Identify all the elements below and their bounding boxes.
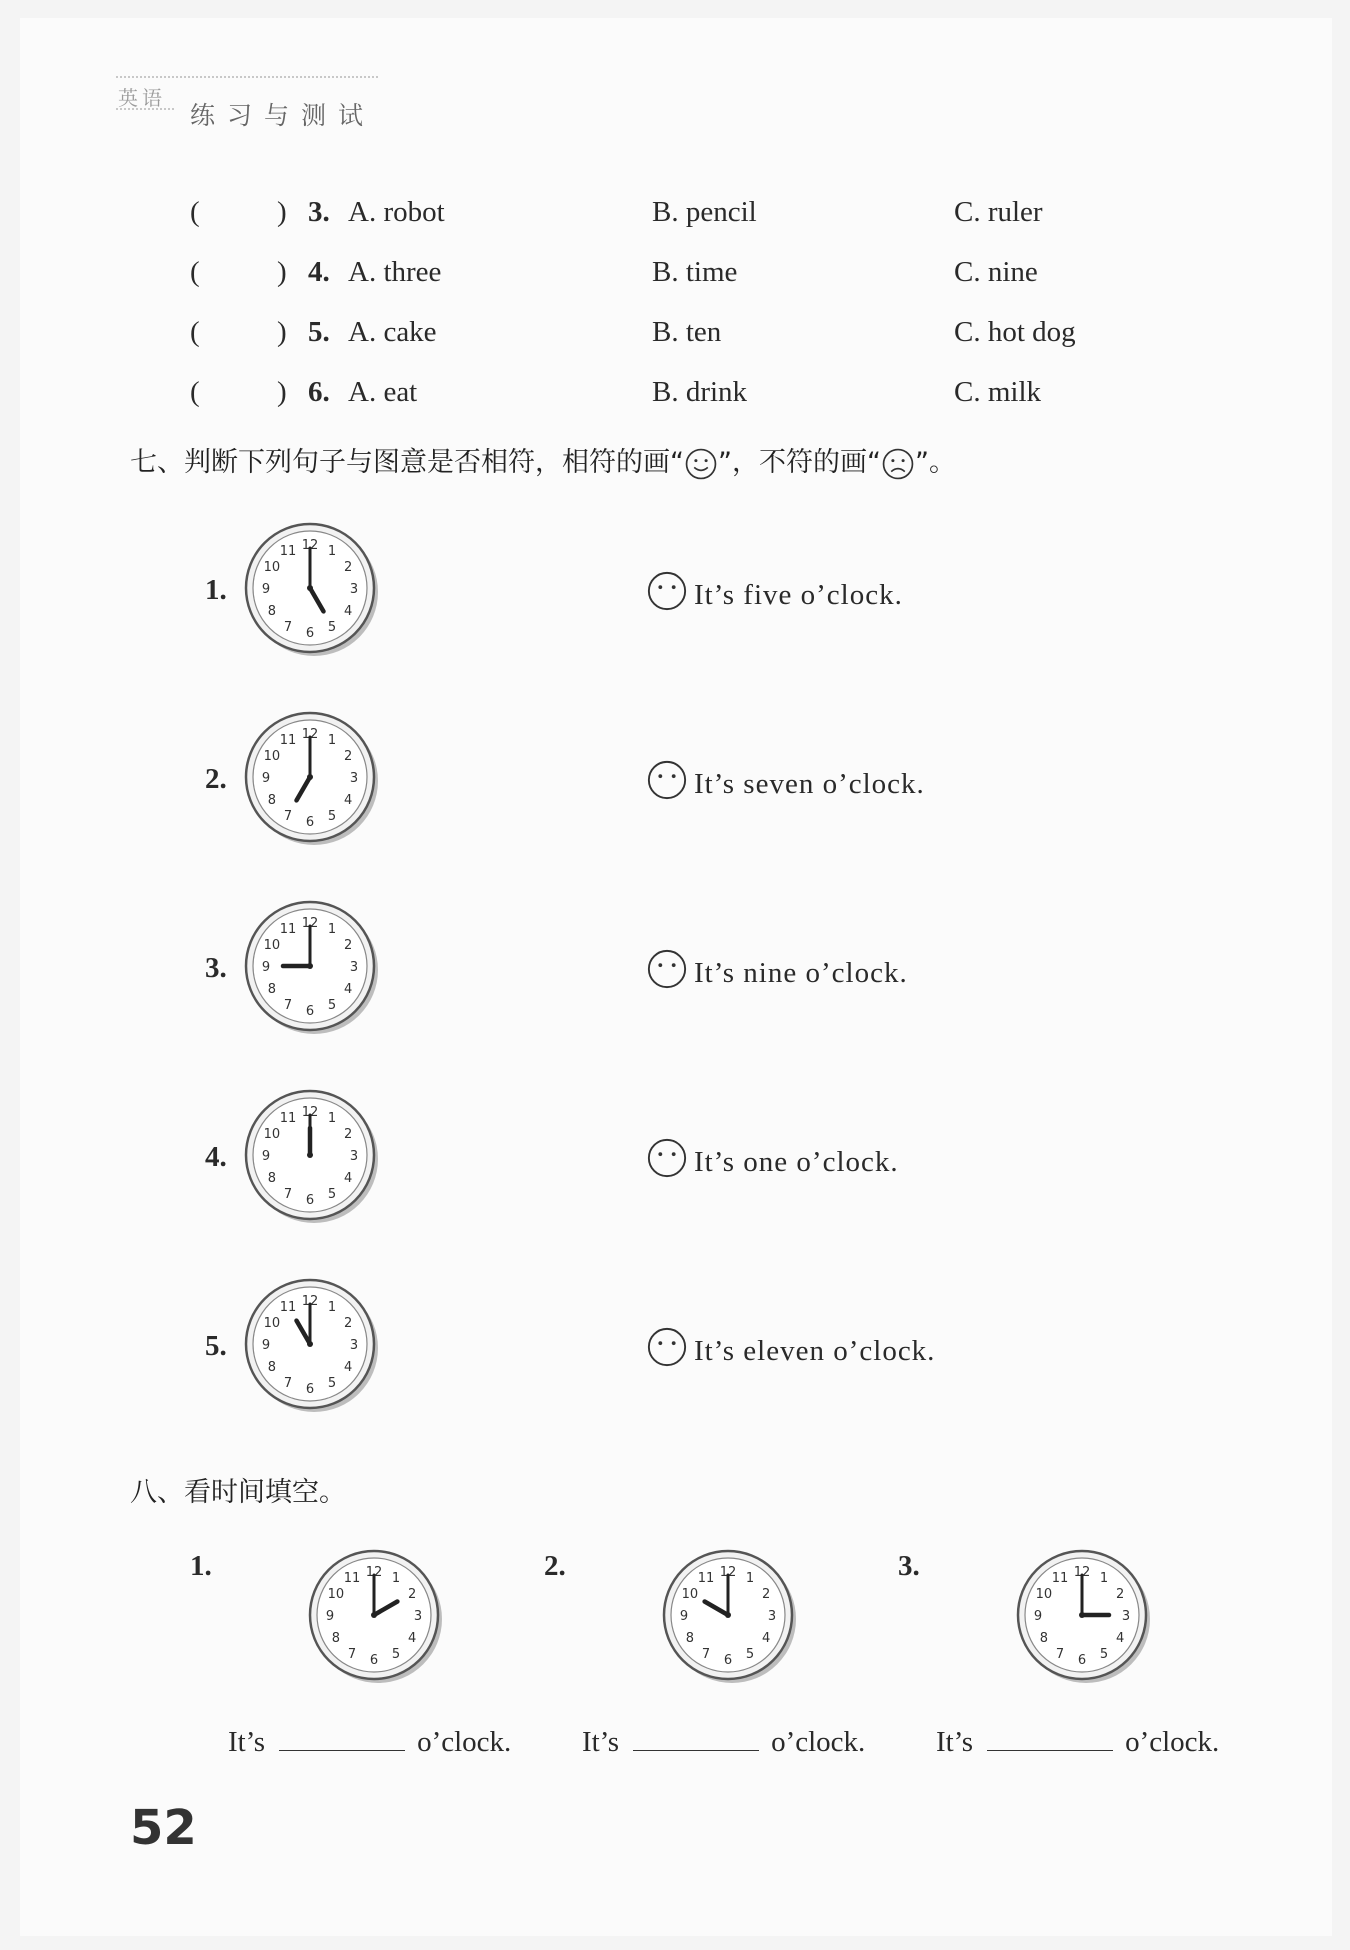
clock-number: 12 — [301, 538, 319, 553]
answer-blank[interactable] — [279, 1728, 405, 1751]
clock-number: 7 — [283, 1187, 293, 1203]
fill-prefix: It’s — [936, 1726, 974, 1758]
clock-number: 1 — [745, 1570, 755, 1586]
clock-number: 2 — [1115, 1587, 1125, 1602]
smiley-face-icon — [684, 447, 718, 481]
fill-item-number: 1. — [190, 1550, 212, 1582]
clock-number: 4 — [343, 1171, 353, 1186]
judge-statement-5 — [646, 1326, 935, 1368]
option-a: A. eat — [348, 376, 418, 408]
answer-paren-left[interactable]: ( — [190, 196, 200, 228]
clock-number: 11 — [1051, 1570, 1069, 1586]
clock-number: 1 — [327, 543, 337, 559]
header-subject-underline — [116, 108, 174, 110]
clock-number: 8 — [267, 982, 277, 997]
clock-number: 12 — [301, 727, 319, 742]
judge-statement-4 — [646, 1137, 899, 1179]
clock-center-pin — [307, 1152, 313, 1158]
clock-number: 9 — [261, 1338, 271, 1353]
option-c: C. milk — [954, 376, 1042, 408]
clock-number: 6 — [305, 1382, 315, 1397]
clock-number: 1 — [327, 1299, 337, 1315]
clock-number: 7 — [1055, 1647, 1065, 1663]
clock-number: 8 — [267, 604, 277, 619]
clock-number: 4 — [343, 1360, 353, 1375]
clock-number: 11 — [697, 1570, 715, 1586]
fill-item-number: 2. — [544, 1550, 566, 1582]
blank-face-icon[interactable] — [646, 759, 688, 801]
clock-number: 2 — [343, 749, 353, 764]
judge-sentence: It’s eleven o’clock. — [694, 1335, 936, 1367]
option-b: B. time — [652, 256, 738, 288]
judge-sentence: It’s seven o’clock. — [694, 768, 925, 800]
clock-number: 11 — [343, 1570, 361, 1586]
option-b: B. pencil — [652, 196, 757, 228]
clock-number: 9 — [261, 582, 271, 597]
answer-paren-left[interactable]: ( — [190, 376, 200, 408]
clock-number: 10 — [263, 749, 281, 764]
clock-number: 10 — [327, 1587, 345, 1602]
section8-title: 八、看时间填空。 — [130, 1477, 346, 1508]
fill-sentence-3 — [936, 1726, 1219, 1759]
option-c: C. ruler — [954, 196, 1043, 228]
judge-sentence: It’s five o’clock. — [694, 579, 903, 611]
clock-number: 7 — [283, 809, 293, 825]
clock-number: 3 — [349, 1338, 359, 1353]
clock-center-pin — [307, 963, 313, 969]
clock-number: 3 — [349, 771, 359, 786]
clock-number: 9 — [1033, 1609, 1043, 1624]
answer-paren-right: ) — [277, 376, 287, 408]
clock-number: 5 — [391, 1647, 401, 1663]
clock-number: 4 — [1115, 1631, 1125, 1646]
answer-blank[interactable] — [987, 1728, 1113, 1751]
answer-paren-right: ) — [277, 316, 287, 348]
clock-number: 6 — [305, 815, 315, 830]
clock-number: 6 — [369, 1653, 379, 1668]
clock-number: 7 — [283, 998, 293, 1014]
clock-number: 3 — [349, 582, 359, 597]
clock-number: 8 — [267, 1360, 277, 1375]
clock-number: 5 — [327, 1187, 337, 1203]
clock-number: 4 — [343, 982, 353, 997]
clock-number: 11 — [279, 921, 297, 937]
clock-number: 7 — [701, 1647, 711, 1663]
clock-number: 12 — [719, 1565, 737, 1580]
clock-icon — [238, 1272, 388, 1422]
clock-center-pin — [1079, 1612, 1085, 1618]
clock-number: 9 — [679, 1609, 689, 1624]
clock-icon — [238, 1083, 388, 1233]
clock-icon — [238, 894, 388, 1044]
clock-icon — [656, 1543, 806, 1693]
clock-number: 10 — [1035, 1587, 1053, 1602]
clock-number: 3 — [349, 1149, 359, 1164]
clock-number: 6 — [305, 626, 315, 641]
clock-number: 4 — [343, 604, 353, 619]
clock-number: 10 — [263, 1127, 281, 1142]
clock-number: 4 — [761, 1631, 771, 1646]
clock-number: 4 — [407, 1631, 417, 1646]
option-a: A. robot — [348, 196, 445, 228]
answer-blank[interactable] — [633, 1728, 759, 1751]
clock-icon — [302, 1543, 452, 1693]
clock-number: 9 — [261, 771, 271, 786]
clock-number: 6 — [1077, 1653, 1087, 1668]
clock-center-pin — [307, 585, 313, 591]
answer-paren-right: ) — [277, 256, 287, 288]
clock-center-pin — [371, 1612, 377, 1618]
judge-sentence: It’s one o’clock. — [694, 1146, 899, 1178]
clock-number: 12 — [301, 916, 319, 931]
option-c: C. nine — [954, 256, 1038, 288]
fill-sentence-1 — [228, 1726, 511, 1759]
clock-number: 9 — [261, 960, 271, 975]
clock-number: 8 — [685, 1631, 695, 1646]
blank-face-icon[interactable] — [646, 1137, 688, 1179]
clock-number: 3 — [349, 960, 359, 975]
section7-title-part1: 七、判断下列句子与图意是否相符，相符的画“ — [130, 447, 684, 478]
judge-item-number: 3. — [205, 952, 227, 984]
question-number: 4. — [308, 256, 330, 288]
section7-title-part2: ”，不符的画“ — [718, 447, 881, 478]
answer-paren-left[interactable]: ( — [190, 256, 200, 288]
clock-number: 12 — [301, 1105, 319, 1120]
clock-number: 7 — [347, 1647, 357, 1663]
header-title: 练习与测试 — [190, 101, 376, 130]
option-b: B. ten — [652, 316, 722, 348]
clock-number: 2 — [343, 560, 353, 575]
clock-icon — [238, 705, 388, 855]
blank-face-icon[interactable] — [646, 570, 688, 612]
clock-number: 5 — [1099, 1647, 1109, 1663]
clock-number: 7 — [283, 1376, 293, 1392]
answer-paren-right: ) — [277, 196, 287, 228]
clock-number: 2 — [407, 1587, 417, 1602]
clock-number: 6 — [723, 1653, 733, 1668]
clock-number: 5 — [327, 1376, 337, 1392]
clock-number: 11 — [279, 543, 297, 559]
question-number: 5. — [308, 316, 330, 348]
judge-item-number: 2. — [205, 763, 227, 795]
clock-number: 8 — [1039, 1631, 1049, 1646]
judge-statement-3 — [646, 948, 908, 990]
option-a: A. three — [348, 256, 442, 288]
blank-face-icon[interactable] — [646, 1326, 688, 1368]
clock-number: 11 — [279, 1299, 297, 1315]
judge-item-number: 5. — [205, 1330, 227, 1362]
clock-number: 11 — [279, 732, 297, 748]
clock-number: 5 — [327, 998, 337, 1014]
page-number: 52 — [130, 1800, 197, 1856]
clock-icon — [238, 516, 388, 666]
clock-number: 8 — [331, 1631, 341, 1646]
sad-face-icon — [881, 447, 915, 481]
clock-number: 12 — [301, 1294, 319, 1309]
clock-center-pin — [725, 1612, 731, 1618]
judge-statement-1 — [646, 570, 903, 612]
judge-item-number: 4. — [205, 1141, 227, 1173]
fill-item-number: 3. — [898, 1550, 920, 1582]
section7-title-part3: ”。 — [914, 447, 956, 478]
clock-icon — [1010, 1543, 1160, 1693]
clock-number: 5 — [327, 620, 337, 636]
clock-number: 6 — [305, 1193, 315, 1208]
clock-number: 1 — [391, 1570, 401, 1586]
clock-center-pin — [307, 1341, 313, 1347]
clock-number: 10 — [263, 1316, 281, 1331]
clock-number: 8 — [267, 793, 277, 808]
fill-prefix: It’s — [582, 1726, 620, 1758]
clock-number: 11 — [279, 1110, 297, 1126]
answer-paren-left[interactable]: ( — [190, 316, 200, 348]
clock-number: 2 — [343, 1316, 353, 1331]
option-a: A. cake — [348, 316, 437, 348]
clock-number: 10 — [263, 560, 281, 575]
fill-suffix: o’clock. — [771, 1726, 866, 1758]
clock-center-pin — [307, 774, 313, 780]
clock-number: 5 — [745, 1647, 755, 1663]
blank-face-icon[interactable] — [646, 948, 688, 990]
clock-number: 12 — [1073, 1565, 1091, 1580]
fill-suffix: o’clock. — [1125, 1726, 1220, 1758]
judge-item-number: 1. — [205, 574, 227, 606]
header-subject: 英语 — [118, 86, 166, 110]
clock-number: 1 — [327, 921, 337, 937]
fill-suffix: o’clock. — [417, 1726, 512, 1758]
clock-number: 5 — [327, 809, 337, 825]
clock-number: 2 — [343, 1127, 353, 1142]
question-number: 3. — [308, 196, 330, 228]
clock-number: 12 — [365, 1565, 383, 1580]
fill-prefix: It’s — [228, 1726, 266, 1758]
clock-number: 3 — [767, 1609, 777, 1624]
clock-number: 1 — [1099, 1570, 1109, 1586]
header-dotted-rule — [116, 76, 378, 78]
option-b: B. drink — [652, 376, 748, 408]
question-number: 6. — [308, 376, 330, 408]
clock-number: 2 — [761, 1587, 771, 1602]
clock-number: 10 — [263, 938, 281, 953]
judge-sentence: It’s nine o’clock. — [694, 957, 908, 989]
clock-number: 9 — [325, 1609, 335, 1624]
clock-number: 1 — [327, 732, 337, 748]
clock-number: 8 — [267, 1171, 277, 1186]
clock-number: 1 — [327, 1110, 337, 1126]
clock-number: 3 — [413, 1609, 423, 1624]
section7-title — [130, 440, 956, 481]
clock-number: 9 — [261, 1149, 271, 1164]
fill-sentence-2 — [582, 1726, 865, 1759]
option-c: C. hot dog — [954, 316, 1076, 348]
clock-number: 10 — [681, 1587, 699, 1602]
clock-number: 3 — [1121, 1609, 1131, 1624]
clock-number: 6 — [305, 1004, 315, 1019]
clock-number: 7 — [283, 620, 293, 636]
clock-number: 4 — [343, 793, 353, 808]
judge-statement-2 — [646, 759, 925, 801]
clock-number: 2 — [343, 938, 353, 953]
